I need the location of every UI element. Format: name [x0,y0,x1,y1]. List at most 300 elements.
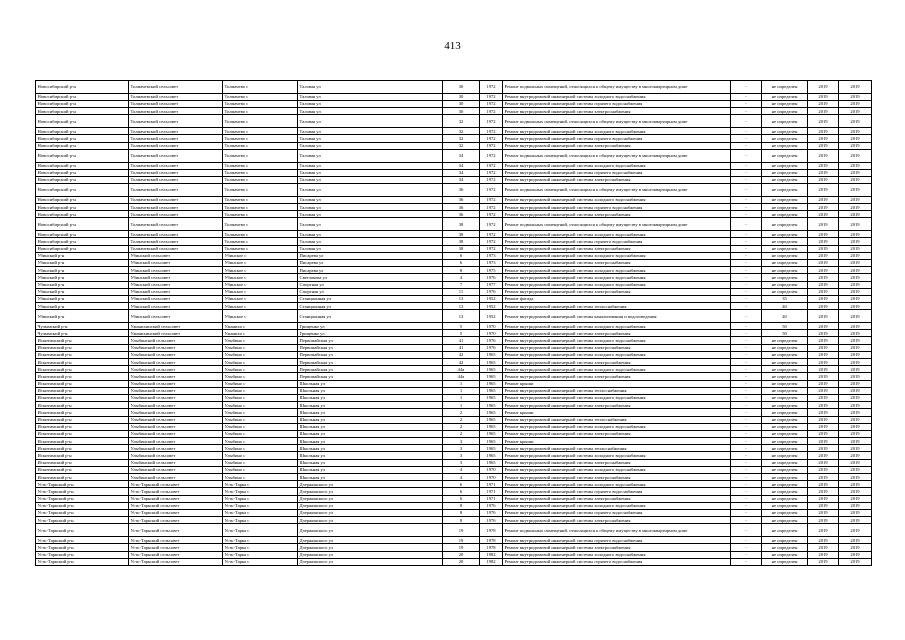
cell-start-year: 2019 [808,351,839,358]
cell-work-type: Ремонт внутридомовой инженерной системы электроснабжения [503,402,731,409]
cell-council: Улыбинский сельсовет [129,380,223,387]
cell-cost: - [731,323,762,330]
table-row [36,351,872,358]
cell-settlement: Толмачево с [223,238,298,245]
table-row [36,509,872,516]
cell-house: 36 [443,196,480,203]
cell-term: не определен [762,416,808,423]
cell-end-year: 2019 [839,558,872,565]
cell-street: Школьная ул [298,380,443,387]
cell-house: 1 [443,394,480,401]
cell-district: Усть-Таркский р-н [36,495,129,502]
cell-end-year: 2019 [839,344,872,351]
cell-end-year: 2019 [839,416,872,423]
cell-end-year: 2019 [839,488,872,495]
cell-council: Толмачевский сельсовет [129,169,223,176]
cell-street: Дзержинского ул [298,537,443,544]
cell-street: Светлакова ул [298,274,443,281]
cell-district: Искитимский р-н [36,366,129,373]
cell-term: не определен [762,211,808,218]
cell-work-type: Ремонт внутридомовой инженерной системы горячего водоснабжения [503,204,731,211]
cell-settlement: Усть-Тарка с [223,544,298,551]
cell-end-year: 2019 [839,438,872,445]
cell-end-year: 2019 [839,204,872,211]
cell-start-year: 2019 [808,337,839,344]
cell-start-year: 2019 [808,169,839,176]
cell-street: Таловая ул [298,149,443,162]
cell-year: 1972 [480,108,503,115]
cell-work-type: Ремонт внутридомовой инженерной системы горячего водоснабжения [503,238,731,245]
cell-work-type: Ремонт внутридомовой инженерной системы электроснабжения [503,259,731,266]
cell-district: Искитимский р-н [36,380,129,387]
cell-district: Новосибирский р-н [36,245,129,252]
cell-end-year: 2019 [839,128,872,135]
cell-district: Новосибирский р-н [36,176,129,183]
cell-work-type: Ремонт внутридомовой инженерной системы холодного водоснабжения [503,252,731,259]
cell-cost: - [731,438,762,445]
cell-settlement: Убинское с [223,274,298,281]
cell-term: не определен [762,394,808,401]
cell-work-type: Ремонт внутридомовой инженерной системы электроснабжения [503,359,731,366]
cell-council: Улыбинский сельсовет [129,359,223,366]
cell-settlement: Толмачево с [223,162,298,169]
cell-year: 1972 [480,162,503,169]
cell-council: Убинский сельсовет [129,303,223,310]
table-row [36,394,872,401]
cell-cost: - [731,537,762,544]
cell-district: Новосибирский р-н [36,108,129,115]
cell-end-year: 2019 [839,149,872,162]
cell-cost: - [731,211,762,218]
cell-end-year: 2019 [839,93,872,100]
cell-cost: - [731,524,762,537]
cell-work-type: Ремонт фасада [503,295,731,302]
cell-year: 1971 [480,495,503,502]
table-row [36,466,872,473]
cell-term: не определен [762,537,808,544]
cell-cost: - [731,459,762,466]
cell-district: Убинский р-н [36,252,129,259]
cell-street: Дзержинского ул [298,509,443,516]
page-number: 413 [444,40,461,52]
cell-settlement: Улыбино с [223,337,298,344]
table-row [36,149,872,162]
cell-district: Искитимский р-н [36,344,129,351]
cell-street: Таловая ул [298,115,443,128]
cell-street: Дзержинского ул [298,502,443,509]
cell-year: 1976 [480,274,503,281]
table-row [36,162,872,169]
cell-year: 1952 [480,303,503,310]
cell-settlement: Толмачево с [223,100,298,107]
cell-start-year: 2019 [808,544,839,551]
cell-end-year: 2019 [839,252,872,259]
table-row [36,481,872,488]
cell-cost: - [731,310,762,323]
cell-district: Убинский р-н [36,295,129,302]
cell-house: 1 [443,387,480,394]
cell-end-year: 2019 [839,537,872,544]
cell-term: не определен [762,204,808,211]
cell-settlement: Улыбино с [223,359,298,366]
table-row [36,259,872,266]
cell-council: Усть-Таркский сельсовет [129,481,223,488]
cell-street: Таловая ул [298,204,443,211]
table-row [36,135,872,142]
table-row [36,359,872,366]
cell-district: Чулымский р-н [36,323,129,330]
cell-house: 6 [443,488,480,495]
cell-council: Толмачевский сельсовет [129,149,223,162]
cell-cost: - [731,488,762,495]
cell-house: 32 [443,142,480,149]
cell-street: Дзержинского ул [298,481,443,488]
table-row [36,409,872,416]
cell-work-type: Ремонт подвальных помещений, относящихся к общему имуществу в многоквартирном доме [503,81,731,94]
cell-start-year: 2019 [808,274,839,281]
cell-year: 1972 [480,128,503,135]
cell-council: Улыбинский сельсовет [129,466,223,473]
cell-work-type: Ремонт внутридомовой инженерной системы холодного водоснабжения [503,162,731,169]
cell-start-year: 2019 [808,366,839,373]
cell-term: не определен [762,502,808,509]
table-row [36,142,872,149]
cell-house: 44а [443,366,480,373]
cell-end-year: 2019 [839,115,872,128]
cell-end-year: 2019 [839,176,872,183]
cell-settlement: Усть-Тарка с [223,481,298,488]
cell-district: Искитимский р-н [36,409,129,416]
cell-cost: - [731,344,762,351]
cell-end-year: 2019 [839,337,872,344]
cell-end-year: 2019 [839,259,872,266]
cell-street: Таловая ул [298,231,443,238]
cell-house: 4 [443,274,480,281]
cell-district: Убинский р-н [36,274,129,281]
cell-work-type: Ремонт внутридомовой инженерной системы холодного водоснабжения [503,93,731,100]
cell-house: 7 [443,281,480,288]
cell-settlement: Ужаниха с [223,330,298,337]
cell-house: 2 [443,409,480,416]
table-row [36,245,872,252]
cell-work-type: Ремонт внутридомовой инженерной системы электроснабжения [503,373,731,380]
cell-street: Первомайская ул [298,344,443,351]
cell-council: Усть-Таркский сельсовет [129,544,223,551]
table-row [36,337,872,344]
table-row [36,295,872,302]
cell-year: 1972 [480,211,503,218]
cell-street: Дзержинского ул [298,558,443,565]
cell-term: не определен [762,551,808,558]
cell-start-year: 2019 [808,259,839,266]
cell-council: Толмачевский сельсовет [129,176,223,183]
cell-cost: - [731,558,762,565]
repair-register-table [35,80,872,566]
cell-work-type: Ремонт внутридомовой инженерной системы горячего водоснабжения [503,169,731,176]
cell-settlement: Улыбино с [223,438,298,445]
cell-work-type: Ремонт внутридомовой инженерной системы электроснабжения [503,344,731,351]
cell-street: Таловая ул [298,81,443,94]
cell-cost: - [731,281,762,288]
cell-street: Дзержинского ул [298,517,443,524]
cell-district: Новосибирский р-н [36,149,129,162]
cell-district: Усть-Таркский р-н [36,544,129,551]
cell-district: Новосибирский р-н [36,115,129,128]
cell-street: Дзержинского ул [298,495,443,502]
cell-start-year: 2019 [808,218,839,231]
cell-end-year: 2019 [839,409,872,416]
table-row [36,93,872,100]
cell-year: 1952 [480,310,503,323]
cell-district: Искитимский р-н [36,438,129,445]
cell-settlement: Усть-Тарка с [223,524,298,537]
cell-district: Новосибирский р-н [36,142,129,149]
cell-start-year: 2019 [808,323,839,330]
cell-street: Спортная ул [298,281,443,288]
cell-work-type: Ремонт подвальных помещений, относящихся к общему имуществу в многоквартирном доме [503,184,731,197]
cell-council: Усть-Таркский сельсовет [129,524,223,537]
cell-year: 1971 [480,488,503,495]
cell-work-type: Ремонт внутридомовой инженерной системы горячего водоснабжения [503,558,731,565]
cell-street: Таловая ул [298,142,443,149]
cell-council: Убинский сельсовет [129,310,223,323]
cell-street: Школьная ул [298,474,443,481]
cell-district: Убинский р-н [36,259,129,266]
cell-end-year: 2019 [839,366,872,373]
cell-work-type: Ремонт подвальных помещений, относящихся к общему имуществу в многоквартирном доме [503,524,731,537]
cell-settlement: Улыбино с [223,459,298,466]
cell-council: Усть-Таркский сельсовет [129,551,223,558]
table-row [36,128,872,135]
cell-start-year: 2019 [808,149,839,162]
cell-house: 34 [443,176,480,183]
table-row [36,423,872,430]
cell-cost: - [731,274,762,281]
cell-street: Школьная ул [298,387,443,394]
cell-end-year: 2019 [839,423,872,430]
cell-work-type: Ремонт внутридомовой инженерной системы холодного водоснабжения [503,423,731,430]
cell-settlement: Толмачево с [223,245,298,252]
cell-house: 2 [443,423,480,430]
cell-cost: - [731,380,762,387]
cell-house: 38 [443,218,480,231]
cell-council: Улыбинский сельсовет [129,445,223,452]
table-row [36,238,872,245]
cell-work-type: Ремонт крыши [503,380,731,387]
table-row [36,438,872,445]
cell-start-year: 2019 [808,495,839,502]
cell-start-year: 2019 [808,281,839,288]
cell-work-type: Ремонт внутридомовой инженерной системы горячего водоснабжения [503,135,731,142]
cell-start-year: 2019 [808,459,839,466]
cell-district: Убинский р-н [36,281,129,288]
cell-street: Спортная ул [298,288,443,295]
cell-term: не определен [762,466,808,473]
cell-term: не определен [762,149,808,162]
cell-end-year: 2019 [839,310,872,323]
cell-start-year: 2019 [808,387,839,394]
cell-start-year: 2019 [808,231,839,238]
cell-term: не определен [762,245,808,252]
cell-term: не определен [762,231,808,238]
cell-year: 1972 [480,204,503,211]
cell-district: Искитимский р-н [36,373,129,380]
cell-house: 32 [443,135,480,142]
cell-term: не определен [762,169,808,176]
cell-end-year: 2019 [839,81,872,94]
cell-work-type: Ремонт внутридомовой инженерной системы холодного водоснабжения [503,128,731,135]
cell-house: 8 [443,267,480,274]
cell-end-year: 2019 [839,245,872,252]
cell-street: Школьная ул [298,402,443,409]
table-row [36,323,872,330]
cell-street: Первомайская ул [298,351,443,358]
cell-term: 50 [762,323,808,330]
cell-work-type: Ремонт внутридомовой инженерной системы холодного водоснабжения [503,502,731,509]
cell-start-year: 2019 [808,288,839,295]
cell-council: Ужанихинский сельсовет [129,330,223,337]
cell-cost: - [731,387,762,394]
cell-year: 1972 [480,93,503,100]
cell-work-type: Ремонт внутридомовой инженерной системы теплоснабжения [503,303,731,310]
cell-year: 1972 [480,142,503,149]
cell-term: не определен [762,524,808,537]
cell-council: Улыбинский сельсовет [129,344,223,351]
cell-council: Улыбинский сельсовет [129,409,223,416]
cell-start-year: 2019 [808,481,839,488]
cell-council: Толмачевский сельсовет [129,162,223,169]
cell-year: 1978 [480,544,503,551]
cell-end-year: 2019 [839,184,872,197]
cell-council: Убинский сельсовет [129,281,223,288]
cell-term: не определен [762,430,808,437]
cell-start-year: 2019 [808,416,839,423]
cell-work-type: Ремонт внутридомовой инженерной системы электроснабжения [503,495,731,502]
cell-house: 38 [443,231,480,238]
cell-work-type: Ремонт внутридомовой инженерной системы горячего водоснабжения [503,100,731,107]
cell-cost: - [731,502,762,509]
cell-end-year: 2019 [839,267,872,274]
cell-year: 1965 [480,373,503,380]
cell-work-type: Ремонт внутридомовой инженерной системы электроснабжения [503,245,731,252]
cell-house: 13 [443,310,480,323]
cell-term: не определен [762,108,808,115]
cell-start-year: 2019 [808,295,839,302]
cell-work-type: Ремонт внутридомовой инженерной системы теплоснабжения [503,445,731,452]
cell-street: Таловая ул [298,100,443,107]
cell-council: Улыбинский сельсовет [129,416,223,423]
cell-end-year: 2019 [839,430,872,437]
table-row [36,495,872,502]
cell-end-year: 2019 [839,196,872,203]
cell-term: не определен [762,100,808,107]
cell-start-year: 2019 [808,238,839,245]
cell-district: Искитимский р-н [36,452,129,459]
cell-district: Усть-Таркский р-н [36,517,129,524]
cell-term: не определен [762,544,808,551]
cell-start-year: 2019 [808,488,839,495]
cell-district: Усть-Таркский р-н [36,509,129,516]
cell-settlement: Толмачево с [223,93,298,100]
cell-street: Грищенко ул [298,330,443,337]
cell-year: 1965 [480,366,503,373]
cell-house: 3 [443,459,480,466]
cell-house: 19 [443,524,480,537]
cell-work-type: Ремонт крыши [503,409,731,416]
cell-work-type: Ремонт подвальных помещений, относящихся к общему имуществу в многоквартирном доме [503,149,731,162]
cell-cost: - [731,245,762,252]
cell-district: Искитимский р-н [36,359,129,366]
cell-term: не определен [762,474,808,481]
cell-house: 30 [443,108,480,115]
cell-settlement: Улыбино с [223,373,298,380]
cell-term: не определен [762,281,808,288]
cell-house: 19 [443,544,480,551]
cell-settlement: Толмачево с [223,231,298,238]
cell-end-year: 2019 [839,231,872,238]
cell-term: не определен [762,196,808,203]
cell-street: Таловая ул [298,162,443,169]
cell-start-year: 2019 [808,81,839,94]
cell-council: Улыбинский сельсовет [129,373,223,380]
cell-settlement: Усть-Тарка с [223,488,298,495]
table-row [36,196,872,203]
cell-district: Новосибирский р-н [36,218,129,231]
cell-council: Толмачевский сельсовет [129,204,223,211]
cell-settlement: Толмачево с [223,135,298,142]
cell-district: Искитимский р-н [36,402,129,409]
cell-work-type: Ремонт внутридомовой инженерной системы электроснабжения [503,108,731,115]
cell-start-year: 2019 [808,344,839,351]
cell-cost: - [731,430,762,437]
cell-start-year: 2019 [808,115,839,128]
cell-house: 13 [443,295,480,302]
cell-house: 3 [443,452,480,459]
cell-street: Писарева ул [298,259,443,266]
cell-end-year: 2019 [839,274,872,281]
table-row [36,537,872,544]
cell-council: Ужанихинский сельсовет [129,323,223,330]
cell-district: Усть-Таркский р-н [36,537,129,544]
cell-district: Усть-Таркский р-н [36,551,129,558]
cell-cost: - [731,81,762,94]
cell-district: Новосибирский р-н [36,93,129,100]
cell-street: Школьная ул [298,430,443,437]
cell-start-year: 2019 [808,128,839,135]
cell-house: 42 [443,359,480,366]
cell-street: Таловая ул [298,128,443,135]
cell-work-type: Ремонт подвальных помещений, относящихся к общему имуществу в многоквартирном доме [503,218,731,231]
cell-start-year: 2019 [808,394,839,401]
cell-settlement: Толмачево с [223,142,298,149]
cell-settlement: Толмачево с [223,176,298,183]
cell-start-year: 2019 [808,267,839,274]
cell-district: Новосибирский р-н [36,211,129,218]
cell-house: 5 [443,323,480,330]
cell-cost: - [731,169,762,176]
cell-year: 1965 [480,423,503,430]
cell-council: Улыбинский сельсовет [129,366,223,373]
cell-cost: - [731,128,762,135]
cell-term: 40 [762,303,808,310]
cell-house: 34 [443,149,480,162]
cell-work-type: Ремонт внутридомовой инженерной системы теплоснабжения [503,416,731,423]
cell-council: Убинский сельсовет [129,295,223,302]
cell-term: не определен [762,373,808,380]
table-row [36,366,872,373]
cell-end-year: 2019 [839,445,872,452]
cell-start-year: 2019 [808,245,839,252]
